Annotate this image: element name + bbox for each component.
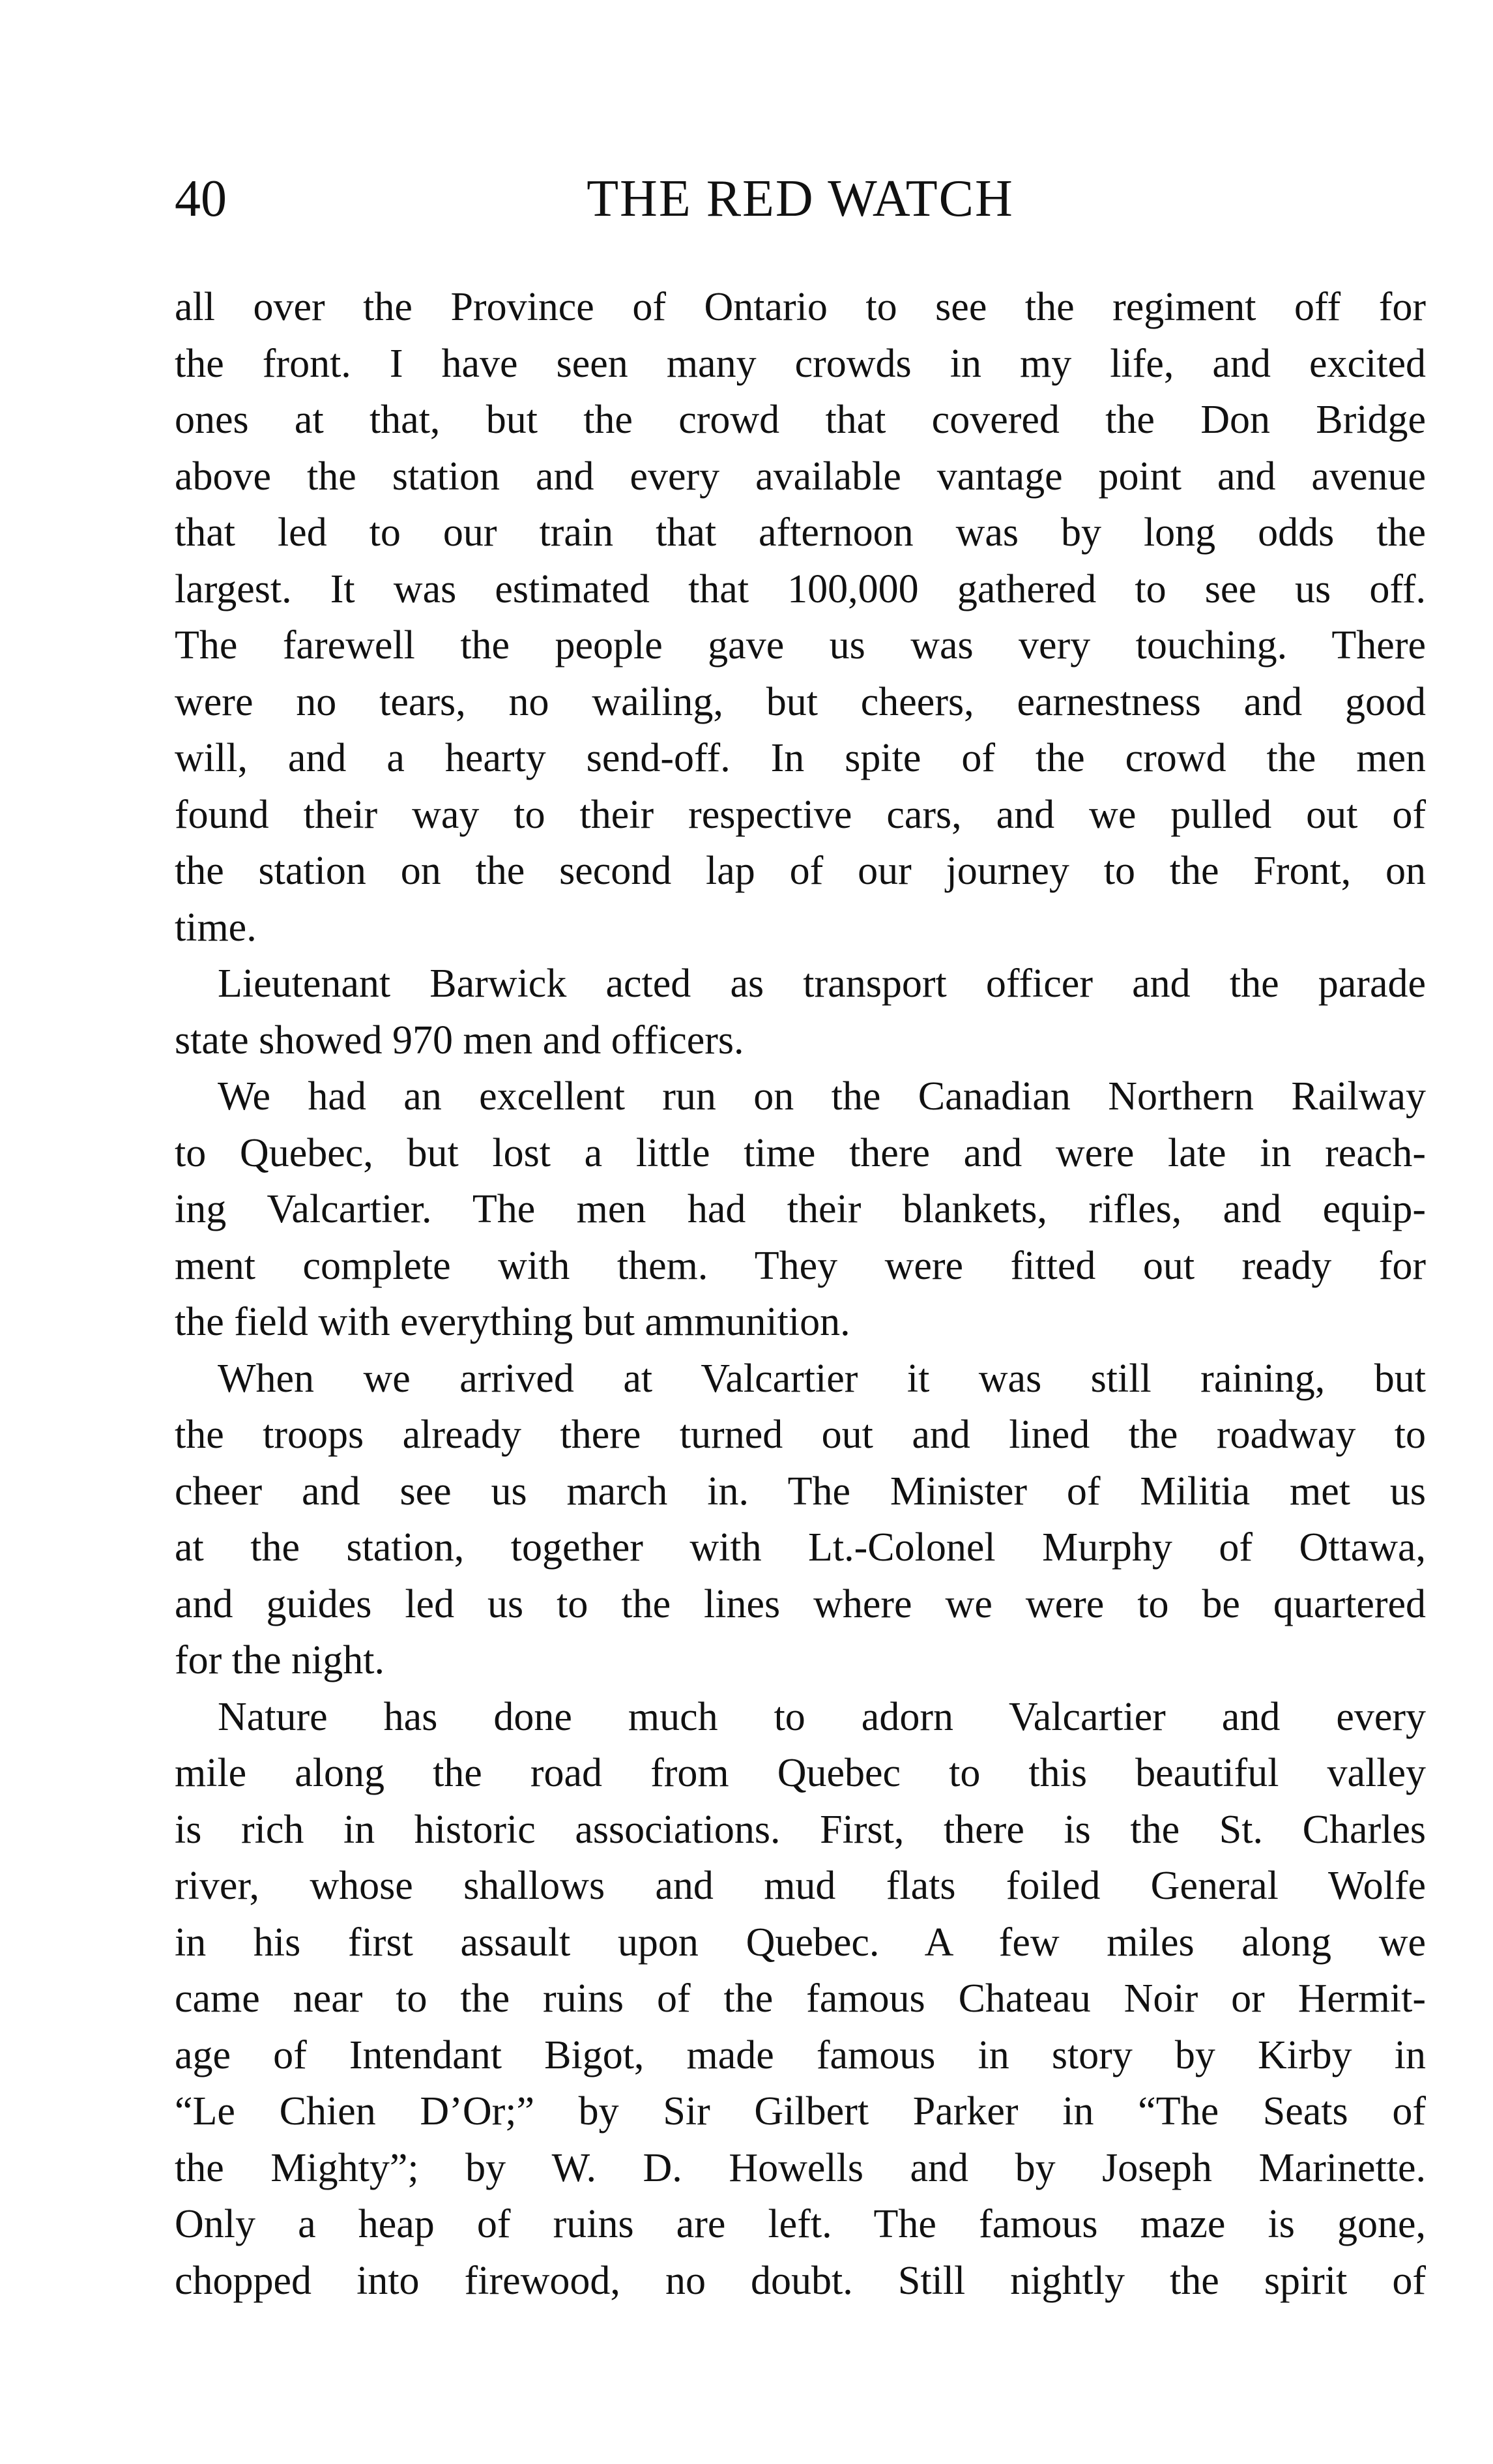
text-line: the troops already there turned out and lined the roadway to: [175, 1413, 1426, 1457]
text-line: found their way to their respective cars, and we pulled out of: [175, 792, 1426, 837]
text-line: largest. It was estimated that 100,000 gathered to see us off.: [175, 566, 1426, 611]
text-line: that led to our train that afternoon was by long odds the: [175, 510, 1426, 555]
paragraph: [175, 1068, 1426, 1351]
text-line: ones at that, but the crowd that covered the Don Bridge: [175, 398, 1426, 442]
text-line: chopped into firewood, no doubt. Still nightly the spirit of: [175, 2258, 1426, 2303]
body-text: [175, 279, 1426, 2309]
text-line: the front. I have seen many crowds in my life, and excited: [175, 341, 1426, 386]
text-line: is rich in historic associations. First, there is the St. Charles: [175, 1807, 1426, 1852]
paragraph: [175, 1689, 1426, 2310]
text-line: the field with everything but ammunition.: [175, 1300, 850, 1344]
text-line: the Mighty”; by W. D. Howells and by Joseph Marinette.: [175, 2145, 1426, 2190]
text-line: for the night.: [175, 1638, 384, 1682]
book-title: THE RED WATCH: [587, 170, 1014, 227]
running-head: [175, 163, 1426, 235]
text-line: Nature has done much to adorn Valcartier and every: [218, 1694, 1426, 1739]
text-line: ing Valcartier. The men had their blankets, rifles, and equip-: [175, 1187, 1426, 1231]
text-line: age of Intendant Bigot, made famous in story by Kirby in: [175, 2032, 1426, 2077]
text-line: will, and a hearty send-off. In spite of the crowd the men: [175, 736, 1426, 780]
text-line: all over the Province of Ontario to see the regiment off for: [175, 285, 1426, 329]
paragraph: [175, 1351, 1426, 1689]
paragraph: [175, 279, 1426, 956]
text-line: were no tears, no wailing, but cheers, earnestness and good: [175, 679, 1426, 724]
text-line: at the station, together with Lt.-Colonel Murphy of Ottawa,: [175, 1525, 1426, 1570]
text-line: cheer and see us march in. The Minister of Militia met us: [175, 1469, 1426, 1514]
text-line: Only a heap of ruins are left. The famous maze is gone,: [175, 2202, 1426, 2246]
text-line: the station on the second lap of our journey to the Front, on: [175, 849, 1426, 893]
text-line: river, whose shallows and mud flats foiled General Wolfe: [175, 1864, 1426, 1908]
text-line: above the station and every available vantage point and avenue: [175, 454, 1426, 499]
text-line: We had an excellent run on the Canadian Northern Railway: [218, 1074, 1426, 1119]
text-line: Lieutenant Barwick acted as transport officer and the parade: [218, 961, 1426, 1006]
text-line: came near to the ruins of the famous Chateau Noir or Hermit-: [175, 1976, 1426, 2021]
text-line: mile along the road from Quebec to this beautiful valley: [175, 1751, 1426, 1795]
text-line: The farewell the people gave us was very touching. There: [175, 623, 1426, 667]
text-line: “Le Chien D’Or;” by Sir Gilbert Parker in “The Seats of: [175, 2089, 1426, 2134]
paragraph: [175, 956, 1426, 1068]
page-number: 40: [175, 170, 227, 227]
text-line: to Quebec, but lost a little time there and were late in reach-: [175, 1130, 1426, 1175]
text-line: When we arrived at Valcartier it was still raining, but: [218, 1356, 1426, 1401]
book-page: [175, 163, 1426, 2309]
text-line: and guides led us to the lines where we were to be quartered: [175, 1581, 1426, 1626]
text-line: ment complete with them. They were fitted out ready for: [175, 1243, 1426, 1288]
text-line: time.: [175, 905, 257, 950]
text-line: in his first assault upon Quebec. A few miles along we: [175, 1920, 1426, 1965]
text-line: state showed 970 men and officers.: [175, 1018, 744, 1063]
